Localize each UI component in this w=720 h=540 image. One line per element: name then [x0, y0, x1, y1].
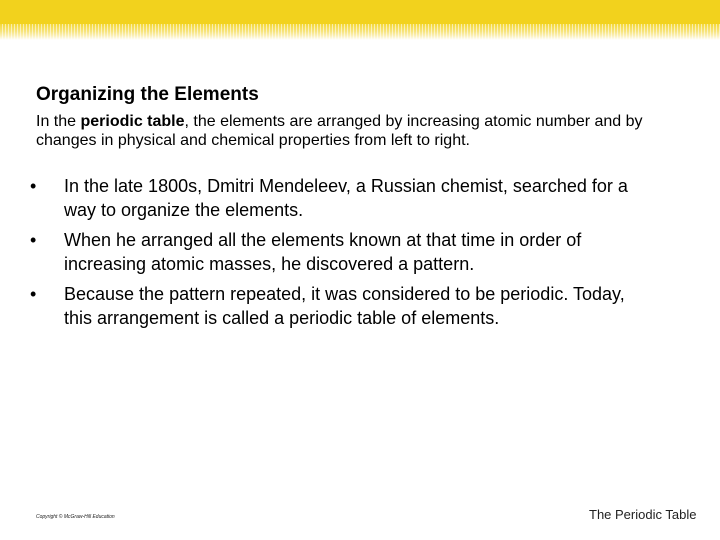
footer-section-title: The Periodic Table: [589, 507, 697, 522]
bullet-item: [30, 228, 630, 276]
bullet-item: [30, 282, 630, 330]
bullet-marker: •: [30, 230, 37, 250]
bullet-text: Because the pattern repeated, it was considered to be periodic. Today, this arrangement is called a periodic table of elements.: [64, 284, 625, 328]
bullet-text: In the late 1800s, Dmitri Mendeleev, a Russian chemist, searched for a way to organize the elements.: [64, 176, 628, 220]
bullet-text: When he arranged all the elements known at that time in order of increasing atomic masses, he discovered a pattern.: [64, 230, 582, 274]
bullet-marker: •: [30, 284, 37, 304]
intro-text-start: In the: [36, 113, 81, 130]
slide-title: Organizing the Elements: [36, 84, 259, 105]
header-gradient-band: [0, 24, 720, 40]
intro-text-end: , the elements are arranged by increasing atomic number and by changes in physical and chemical properties from left to right.: [36, 113, 643, 149]
bullet-list: [30, 174, 630, 336]
bullet-marker: •: [30, 176, 37, 196]
intro-paragraph: [36, 112, 696, 150]
bullet-item: [30, 174, 630, 222]
copyright-notice: Copyright © McGraw-Hill Education: [36, 514, 115, 520]
header-color-band: [0, 0, 720, 24]
intro-key-term: periodic table: [80, 113, 185, 130]
